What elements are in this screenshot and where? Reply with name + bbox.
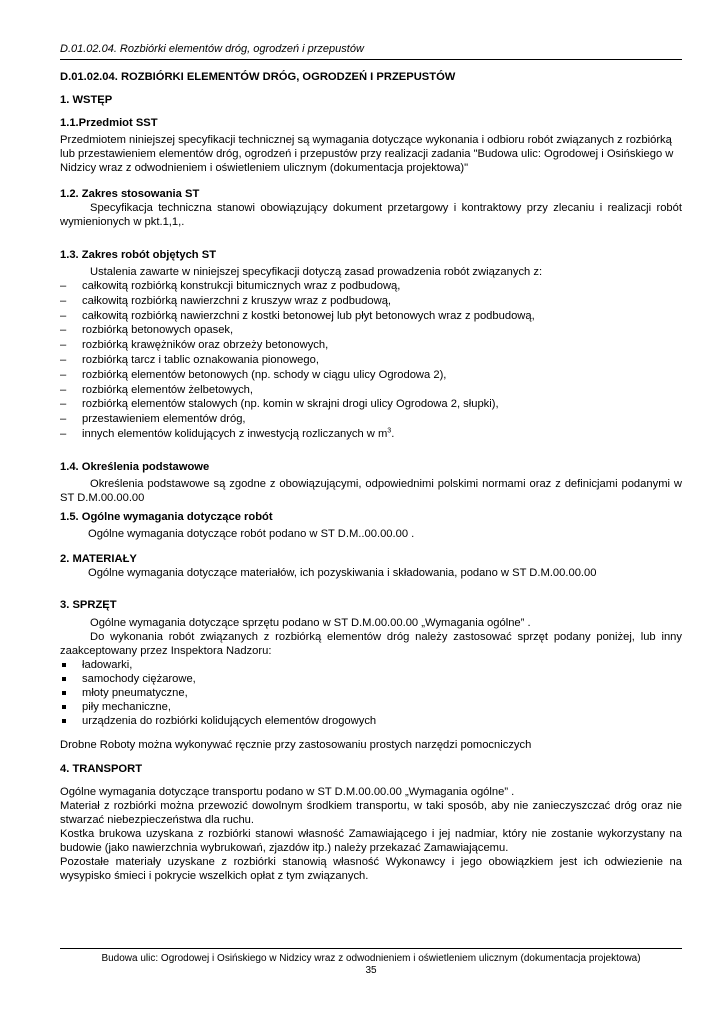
list-item: – całkowitą rozbiórką konstrukcji bitumicznych wraz z podbudową, [60,279,682,294]
section-1-3-heading: 1.3. Zakres robót objętych ST [60,249,217,261]
section-1-3-intro: Ustalenia zawarte w niniejszej specyfikacji dotyczą zasad prowadzenia robót związanych z: [90,266,543,278]
list-item: – rozbiórką elementów stalowych (np. komin w skrajni drogi ulicy Ogrodowa 2, słupki), [60,397,682,412]
section-1-heading: 1. WSTĘP [60,94,113,106]
section-3-heading: 3. SPRZĘT [60,598,117,611]
running-header: D.01.02.04. Rozbiórki elementów dróg, ogrodzeń i przepustów [60,42,682,60]
section-1-5-text: Ogólne wymagania dotyczące robót podano w ST D.M..00.00.00 . [88,527,415,540]
section-1-2-text: Specyfikacja techniczna stanowi obowiązujący dokument przetargowy i kontraktowy przy zlecaniu i realizacji robót wymienionych w pkt.1,1,. [60,202,682,228]
section-1-5-heading: 1.5. Ogólne wymagania dotyczące robót [60,510,273,523]
list-item: – rozbiórką tarcz i tablic oznakowania pionowego, [60,353,682,368]
document-page [60,42,682,883]
scope-list [60,279,682,442]
section-1-1-text: Przedmiotem niniejszej specyfikacji technicznej są wymagania dotyczące wykonania i odbioru robót związanych z rozbiórką lub przestawieniem elementów dróg, ogrodzeń i przepustów przy realizacji zadania "Budowa ulic: Ogrodowej i Osińskiego w Nidzicy wraz z odwodnieniem i oświetleniem ulicznym (dokumentacja projektowa)" [60,134,674,174]
section-4-p2: Materiał z rozbiórki można przewozić dowolnym środkiem transportu, w taki sposób, aby nie zanieczyszczać dróg oraz nie stwarzać niebezpieczeństwa dla ruchu. [60,799,682,826]
list-item: ładowarki, [60,658,682,672]
page-number: 35 [365,965,377,976]
list-item: samochody ciężarowe, [60,672,682,686]
section-3-p1: Ogólne wymagania dotyczące sprzętu podano w ST D.M.00.00.00 „Wymagania ogólne” . [90,616,531,629]
section-3-p2: Do wykonania robót związanych z rozbiórką elementów dróg należy zastosować sprzęt podany poniżej, lub inny zaakceptowany przez Inspektora Nadzoru: [60,630,682,657]
superscript: 3 [387,427,392,435]
list-item: – całkowitą rozbiórką nawierzchni z kruszyw wraz z podbudową, [60,294,682,309]
equipment-list [60,658,682,728]
document-title: D.01.02.04. ROZBIÓRKI ELEMENTÓW DRÓG, OGRODZEŃ I PRZEPUSTÓW [60,71,456,83]
list-item: – przestawieniem elementów dróg, [60,412,682,427]
list-item: młoty pneumatyczne, [60,686,682,700]
section-2-heading: 2. MATERIAŁY [60,552,137,565]
footer-text: Budowa ulic: Ogrodowej i Osińskiego w Nidzicy wraz z odwodnieniem i oświetleniem ulicznym (dokumentacja projektowa) [101,953,641,964]
list-item: urządzenia do rozbiórki kolidujących elementów drogowych [60,714,682,728]
section-4-p1: Ogólne wymagania dotyczące transportu podano w ST D.M.00.00.00 „Wymagania ogólne” . [60,785,515,798]
list-item: – rozbiórką betonowych opasek, [60,323,682,338]
section-2-text: Ogólne wymagania dotyczące materiałów, ich pozyskiwania i składowania, podano w ST D.M.00.00.00 [88,566,597,579]
section-1-4-heading: 1.4. Określenia podstawowe [60,460,210,473]
section-1-4-text: Określenia podstawowe są zgodne z obowiązującymi, odpowiednimi polskimi normami oraz z definicjami podanymi w ST D.M.00.00.00 [60,477,682,504]
list-item: piły mechaniczne, [60,700,682,714]
list-item: – rozbiórką elementów żelbetowych, [60,383,682,398]
list-item: – rozbiórką elementów betonowych (np. schody w ciągu ulicy Ogrodowa 2), [60,368,682,383]
list-item [60,427,682,442]
section-1-2-heading: 1.2. Zakres stosowania ST [60,188,200,200]
section-4-p4: Pozostałe materiały uzyskane z rozbiórki stanowią własność Wykonawcy i jego obowiązkiem jest ich odwiezienie na wysypisko śmieci i pokrycie wszelkich opłat z tym związanych. [60,855,682,882]
list-item-end: . [391,427,395,440]
section-3-p3: Drobne Roboty można wykonywać ręcznie przy zastosowaniu prostych narzędzi pomocniczych [60,738,532,751]
list-item: – całkowitą rozbiórką nawierzchni z kostki betonowej lub płyt betonowych wraz z podbudową, [60,309,682,324]
list-item: – rozbiórką krawężników oraz obrzeży betonowych, [60,338,682,353]
section-1-1-heading: 1.1.Przedmiot SST [60,117,158,129]
running-footer [60,948,682,977]
list-item-text: innych elementów kolidujących z inwestycją rozliczanych w m [82,427,388,440]
section-4-heading: 4. TRANSPORT [60,762,143,775]
section-4-p3: Kostka brukowa uzyskana z rozbiórki stanowi własność Zamawiającego i jej nadmiar, który nie zostanie wykorzystany na budowie (jako nawierzchnia wybrukowań, zjazdów itp.) należy przekazać Zamawiającemu. [60,827,682,854]
